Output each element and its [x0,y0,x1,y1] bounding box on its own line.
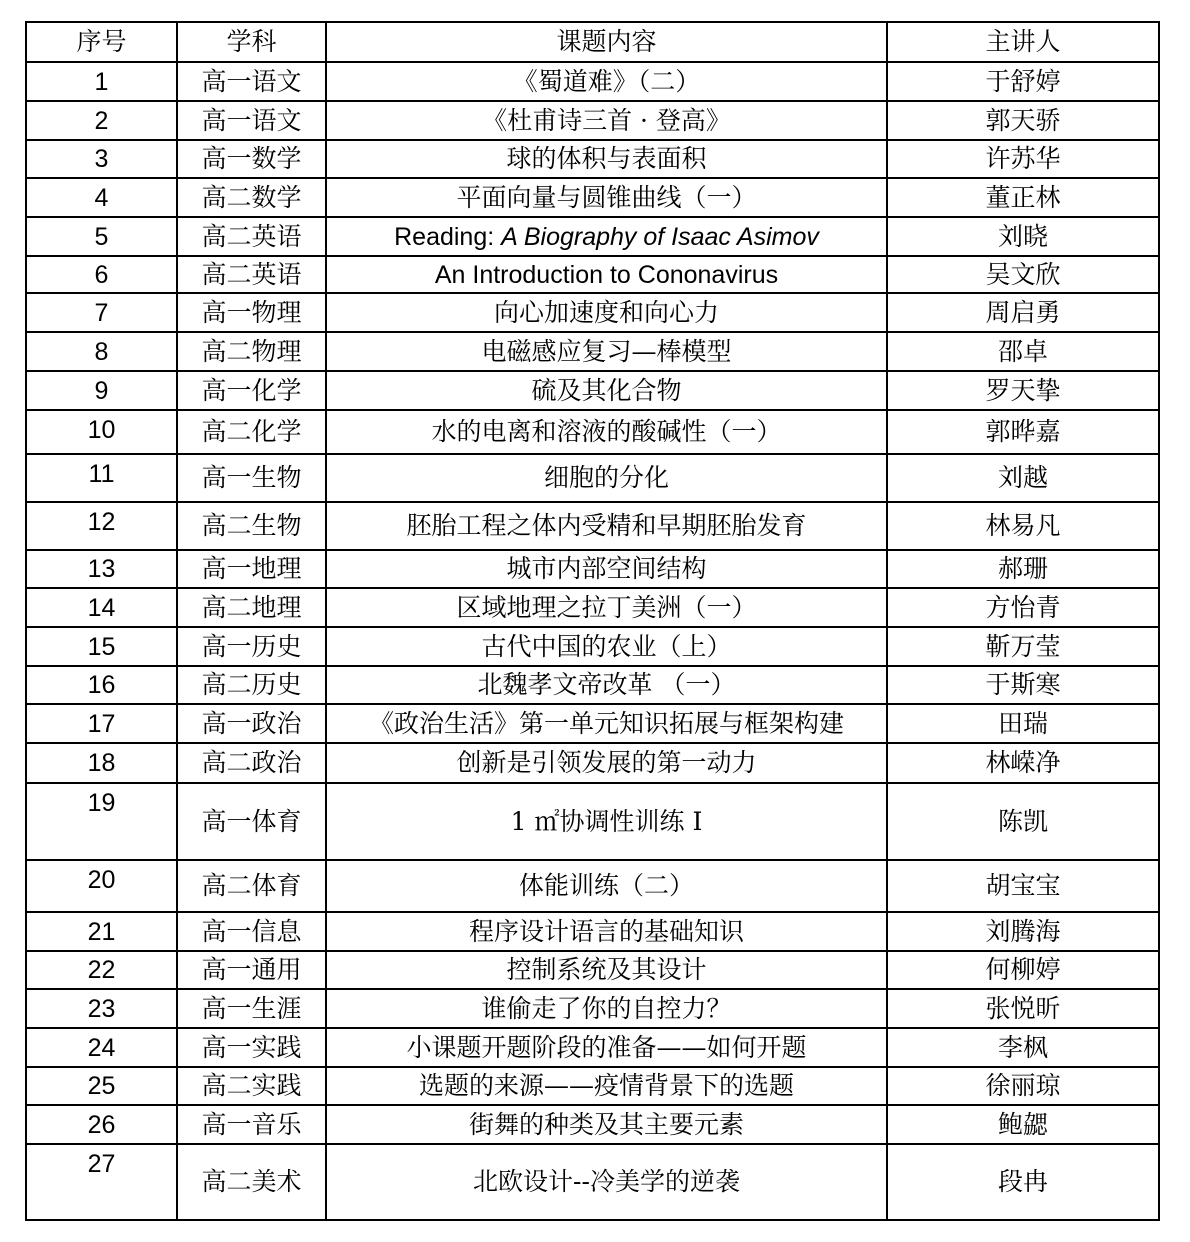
row-topic: 北欧设计--冷美学的逆袭 [326,1144,887,1220]
row-subject: 高二化学 [177,410,326,454]
row-topic: 城市内部空间结构 [326,550,887,588]
row-topic: 向心加速度和向心力 [326,293,887,332]
row-num: 27 [26,1144,177,1220]
row-subject: 高一信息 [177,912,326,951]
row-speaker: 邵卓 [887,332,1159,371]
row-speaker: 刘越 [887,454,1159,502]
row-num: 11 [26,454,177,502]
header-subject: 学科 [177,22,326,62]
table-row [26,989,1159,1028]
row-subject: 高一化学 [177,371,326,410]
row-speaker: 陈凯 [887,783,1159,860]
row-subject: 高二地理 [177,588,326,627]
row-num: 8 [26,332,177,371]
row-num: 15 [26,627,177,666]
row-num: 19 [26,783,177,860]
table-row [26,550,1159,588]
table-row [26,1144,1159,1220]
row-subject: 高一语文 [177,62,326,101]
table-row [26,951,1159,989]
row-speaker: 吴文欣 [887,256,1159,293]
table-row [26,783,1159,860]
row-num: 3 [26,140,177,178]
header-row [26,22,1159,62]
row-num: 13 [26,550,177,588]
row-num: 7 [26,293,177,332]
row-subject: 高一生涯 [177,989,326,1028]
table-row [26,371,1159,410]
row-num: 26 [26,1105,177,1144]
row-subject: 高一语文 [177,101,326,140]
row-topic: 选题的来源——疫情背景下的选题 [326,1067,887,1105]
header-num: 序号 [26,22,177,62]
table-row [26,860,1159,912]
table-row [26,62,1159,101]
row-topic: 《政治生活》第一单元知识拓展与框架构建 [326,704,887,743]
table-row [26,101,1159,140]
row-subject: 高二实践 [177,1067,326,1105]
row-topic: 水的电离和溶液的酸碱性（一） [326,410,887,454]
row-num: 24 [26,1028,177,1067]
row-num: 23 [26,989,177,1028]
row-num: 4 [26,178,177,217]
table-row [26,1028,1159,1067]
row-subject: 高一体育 [177,783,326,860]
row-speaker: 刘晓 [887,217,1159,256]
table-row [26,1067,1159,1105]
row-speaker: 郭晔嘉 [887,410,1159,454]
table-row [26,178,1159,217]
header-topic: 课题内容 [326,22,887,62]
table-row [26,410,1159,454]
row-speaker: 刘腾海 [887,912,1159,951]
row-topic: 古代中国的农业（上） [326,627,887,666]
row-topic: 谁偷走了你的自控力？ [326,989,887,1028]
row-speaker: 段冉 [887,1144,1159,1220]
row-num: 22 [26,951,177,989]
row-speaker: 胡宝宝 [887,860,1159,912]
row-num: 12 [26,502,177,550]
table-row [26,743,1159,783]
row-speaker: 李枫 [887,1028,1159,1067]
table-row [26,627,1159,666]
row-speaker: 鲍勰 [887,1105,1159,1144]
row-num: 17 [26,704,177,743]
table-row [26,704,1159,743]
table-row [26,256,1159,293]
table-row [26,588,1159,627]
row-subject: 高二英语 [177,217,326,256]
row-topic: 街舞的种类及其主要元素 [326,1105,887,1144]
table-row [26,1105,1159,1144]
row-topic: 《蜀道难》（二） [326,62,887,101]
header-speaker: 主讲人 [887,22,1159,62]
table-row [26,502,1159,550]
row-speaker: 何柳婷 [887,951,1159,989]
table-row [26,332,1159,371]
row-subject: 高二美术 [177,1144,326,1220]
topic-book-title: A Biography of Isaac Asimov [501,222,819,251]
row-subject: 高二生物 [177,502,326,550]
row-num: 1 [26,62,177,101]
row-topic: 北魏孝文帝改革 （一） [326,666,887,704]
row-speaker: 张悦昕 [887,989,1159,1028]
course-schedule-table [25,21,1160,1221]
row-subject: 高二物理 [177,332,326,371]
row-topic: 体能训练（二） [326,860,887,912]
row-topic: 区域地理之拉丁美洲（一） [326,588,887,627]
table-row [26,912,1159,951]
row-num: 20 [26,860,177,912]
row-topic: 平面向量与圆锥曲线（一） [326,178,887,217]
row-num: 25 [26,1067,177,1105]
row-num: 5 [26,217,177,256]
row-subject: 高二数学 [177,178,326,217]
table-row [26,217,1159,256]
table-row [26,454,1159,502]
table-row [26,293,1159,332]
row-topic: 《杜甫诗三首 · 登高》 [326,101,887,140]
row-topic: 小课题开题阶段的准备——如何开题 [326,1028,887,1067]
table-row [26,140,1159,178]
row-num: 2 [26,101,177,140]
row-subject: 高一数学 [177,140,326,178]
row-subject: 高一音乐 [177,1105,326,1144]
row-speaker: 郝珊 [887,550,1159,588]
row-topic: 细胞的分化 [326,454,887,502]
row-topic: 电磁感应复习—棒模型 [326,332,887,371]
row-subject: 高二英语 [177,256,326,293]
row-num: 16 [26,666,177,704]
row-subject: 高一生物 [177,454,326,502]
row-speaker: 董正林 [887,178,1159,217]
row-topic: 1 ㎡协调性训练 Ⅰ [326,783,887,860]
row-topic: 创新是引领发展的第一动力 [326,743,887,783]
row-num: 21 [26,912,177,951]
row-subject: 高一实践 [177,1028,326,1067]
table-row [26,666,1159,704]
row-num: 6 [26,256,177,293]
row-num: 9 [26,371,177,410]
row-speaker: 于斯寒 [887,666,1159,704]
row-speaker: 许苏华 [887,140,1159,178]
row-num: 10 [26,410,177,454]
row-subject: 高一物理 [177,293,326,332]
row-topic: 程序设计语言的基础知识 [326,912,887,951]
row-subject: 高二政治 [177,743,326,783]
row-speaker: 林嵘净 [887,743,1159,783]
row-topic [326,217,887,256]
row-subject: 高二历史 [177,666,326,704]
row-subject: 高一历史 [177,627,326,666]
row-speaker: 于舒婷 [887,62,1159,101]
row-topic: 控制系统及其设计 [326,951,887,989]
row-topic: 胚胎工程之体内受精和早期胚胎发育 [326,502,887,550]
topic-prefix: Reading: [394,222,502,251]
row-speaker: 方怡青 [887,588,1159,627]
row-subject: 高一通用 [177,951,326,989]
row-speaker: 靳万莹 [887,627,1159,666]
row-num: 18 [26,743,177,783]
row-speaker: 周启勇 [887,293,1159,332]
row-speaker: 林易凡 [887,502,1159,550]
row-speaker: 郭天骄 [887,101,1159,140]
row-topic: An Introduction to Cononavirus [326,256,887,293]
row-topic: 硫及其化合物 [326,371,887,410]
row-speaker: 罗天挚 [887,371,1159,410]
row-topic: 球的体积与表面积 [326,140,887,178]
row-num: 14 [26,588,177,627]
row-subject: 高一地理 [177,550,326,588]
row-speaker: 徐丽琼 [887,1067,1159,1105]
row-speaker: 田瑞 [887,704,1159,743]
row-subject: 高一政治 [177,704,326,743]
row-subject: 高二体育 [177,860,326,912]
